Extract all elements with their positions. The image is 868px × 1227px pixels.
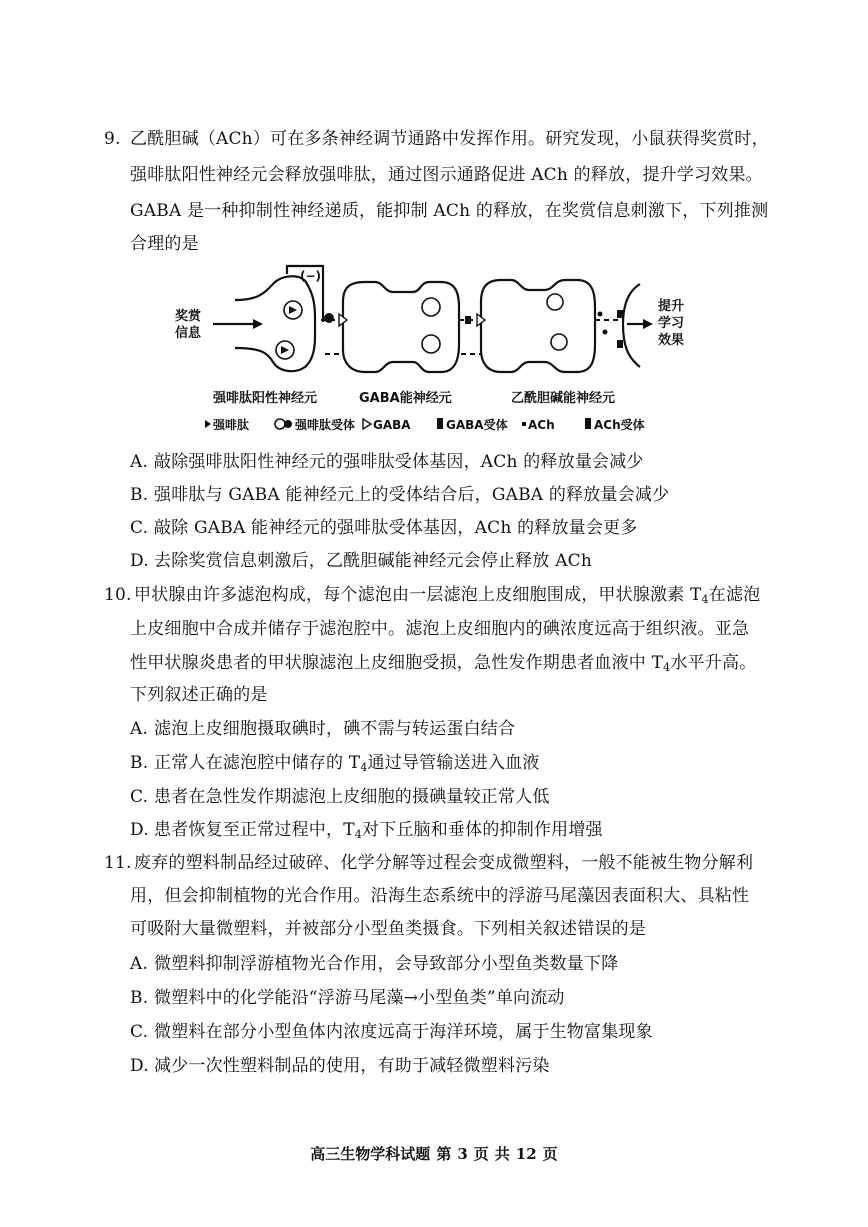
footer-text: 页 [542,1145,558,1163]
option-text-b: 通过导管输送进入血液 [367,753,540,773]
option-letter: C. [130,787,149,807]
option-letter: D. [130,820,149,840]
gaba-icon [363,419,371,429]
subscript-4: 4 [360,761,368,774]
legend-dynorphin: 强啡肽 [213,418,250,432]
gaba-neuron-body [343,282,459,372]
q11-stem-line-2: 用，但会抑制植物的光合作用。沿海生态系统中的浮游马尾藻因表面积大、具粘性 [130,886,750,906]
q11-stem-line-1 [104,852,753,874]
q10-option-c [130,786,550,808]
vesicle-icon [547,294,563,310]
option-letter: B. [130,485,149,505]
option-text: 微塑料抑制浮游植物光合作用，会导致部分小型鱼类数量下降 [154,954,619,974]
option-letter: A. [130,954,149,974]
option-text: 微塑料在部分小型鱼体内浓度远高于海洋环境，属于生物富集现象 [154,1022,653,1042]
option-text: 强啡肽与 GABA 能神经元上的受体结合后，GABA 的释放量会减少 [154,485,670,505]
q10-number: 10. [104,585,132,605]
footer-text: 共 [494,1145,510,1163]
q10-stem-text-3a: 性甲状腺炎患者的甲状腺滤泡上皮细胞受损，急性发作期患者血液中 T [130,653,664,673]
output-label-3: 效果 [658,333,685,348]
q10-stem-line-3 [130,652,756,679]
q11-option-b [130,987,565,1009]
output-label-1: 提升 [658,299,685,314]
option-text: 减少一次性塑料制品的使用，有助于减轻微塑料污染 [154,1056,550,1076]
q11-option-d [130,1055,550,1077]
q9-option-a [130,451,644,473]
target-cell [623,284,640,367]
dynorphin-icon [205,420,211,428]
q10-stem-text-1b: 在滤泡 [708,585,761,605]
option-text: 滤泡上皮细胞摄取碘时，碘不需与转运蛋白结合 [154,719,516,739]
neuron-1-label: 强啡肽阳性神经元 [213,391,318,406]
q9-number: 9. [104,129,121,149]
option-text: 微塑料中的化学能沿“浮游马尾藻→小型鱼类”单向流动 [154,988,565,1008]
footer-page-number: 3 [457,1145,468,1163]
neural-pathway-diagram [175,262,715,437]
option-letter: C. [130,518,149,538]
option-letter: B. [130,988,149,1008]
option-letter: A. [130,719,149,739]
legend-gaba-receptor: GABA受体 [446,418,508,432]
q10-stem-line-4: 下列叙述正确的是 [130,685,268,705]
legend-ach-receptor: ACh受体 [594,418,645,432]
ach-icon [522,422,526,426]
subscript-4: 4 [701,593,709,606]
option-letter: D. [130,1056,149,1076]
q11-stem-line-3: 可吸附大量微塑料，并被部分小型鱼类摄食。下列相关叙述错误的是 [130,919,646,939]
input-label-2: 信息 [175,326,202,341]
ach-neuron-body [481,280,595,372]
q10-stem-line-2: 上皮细胞中合成并储存于滤泡腔中。滤泡上皮细胞内的碘浓度远高于组织液。亚急 [130,619,750,639]
legend-ach: ACh [528,418,555,432]
option-letter: B. [130,753,149,773]
q9-stem-line-2: 强啡肽阳性神经元会释放强啡肽，通过图示通路促进 ACh 的释放，提升学习效果。 [130,165,763,185]
dynorphin-receptor-icon [275,419,285,429]
vesicle-icon [422,298,440,316]
inhibit-sign: (−) [300,269,322,283]
neuron-2-label: GABA能神经元 [359,391,452,406]
subscript-4: 4 [354,828,362,841]
option-text-a: 正常人在滤泡腔中储存的 T [154,753,361,773]
gaba-receptor-icon [437,418,443,429]
option-letter: C. [130,1022,149,1042]
q10-option-b [130,752,540,779]
neuron-3-label: 乙酰胆碱能神经元 [511,391,616,406]
q10-option-d [130,819,603,846]
q11-number: 11. [104,853,132,873]
q9-stem-line-3: GABA 是一种抑制性神经递质，能抑制 ACh 的释放，在奖赏信息刺激下，下列推测 [130,201,769,221]
q10-stem-text-3b: 水平升高。 [670,653,757,673]
option-letter: A. [130,452,149,472]
subscript-4: 4 [663,661,671,674]
footer-text: 页 [473,1145,489,1163]
page-footer [0,1143,868,1164]
vesicle-icon [551,334,567,350]
input-label-1: 奖赏 [175,309,202,324]
legend-dynorphin-receptor: 强啡肽受体 [295,418,356,432]
q9-option-b [130,484,669,506]
q10-option-a [130,718,515,740]
footer-title: 高三生物学科试题 [310,1145,431,1163]
q11-option-c [130,1021,653,1043]
footer-text: 第 [436,1145,452,1163]
q9-stem-line-1 [104,128,769,150]
legend-gaba: GABA [373,418,411,432]
option-text: 敲除 GABA 能神经元的强啡肽受体基因，ACh 的释放量会更多 [154,518,638,538]
output-label-2: 学习 [658,316,685,331]
vesicle-icon [422,335,440,353]
q9-stem-text-1: 乙酰胆碱（ACh）可在多条神经调节通路中发挥作用。研究发现，小鼠获得奖赏时， [130,129,769,149]
option-text: 敲除强啡肽阳性神经元的强啡肽受体基因，ACh 的释放量会减少 [154,452,644,472]
option-text-b: 对下丘脑和垂体的抑制作用增强 [361,820,603,840]
q10-stem-text-1a: 甲状腺由许多滤泡构成，每个滤泡由一层滤泡上皮细胞围成，甲状腺激素 T [134,585,702,605]
option-text: 去除奖赏信息刺激后，乙酰胆碱能神经元会停止释放 ACh [154,551,593,571]
option-letter: D. [130,551,149,571]
q9-stem-line-4: 合理的是 [130,234,199,254]
q10-stem-line-1 [104,584,760,611]
q9-option-c [130,517,637,539]
ach-receptor-icon [585,418,591,429]
q9-option-d [130,550,592,572]
q11-stem-text-1: 废弃的塑料制品经过破碎、化学分解等过程会变成微塑料，一般不能被生物分解利 [134,853,754,873]
q11-option-a [130,953,618,975]
option-text-a: 患者恢复至正常过程中，T [154,820,355,840]
dynorphin-receptor-fill-icon [284,420,292,428]
option-text: 患者在急性发作期滤泡上皮细胞的摄碘量较正常人低 [154,787,550,807]
footer-total-pages: 12 [515,1145,537,1163]
